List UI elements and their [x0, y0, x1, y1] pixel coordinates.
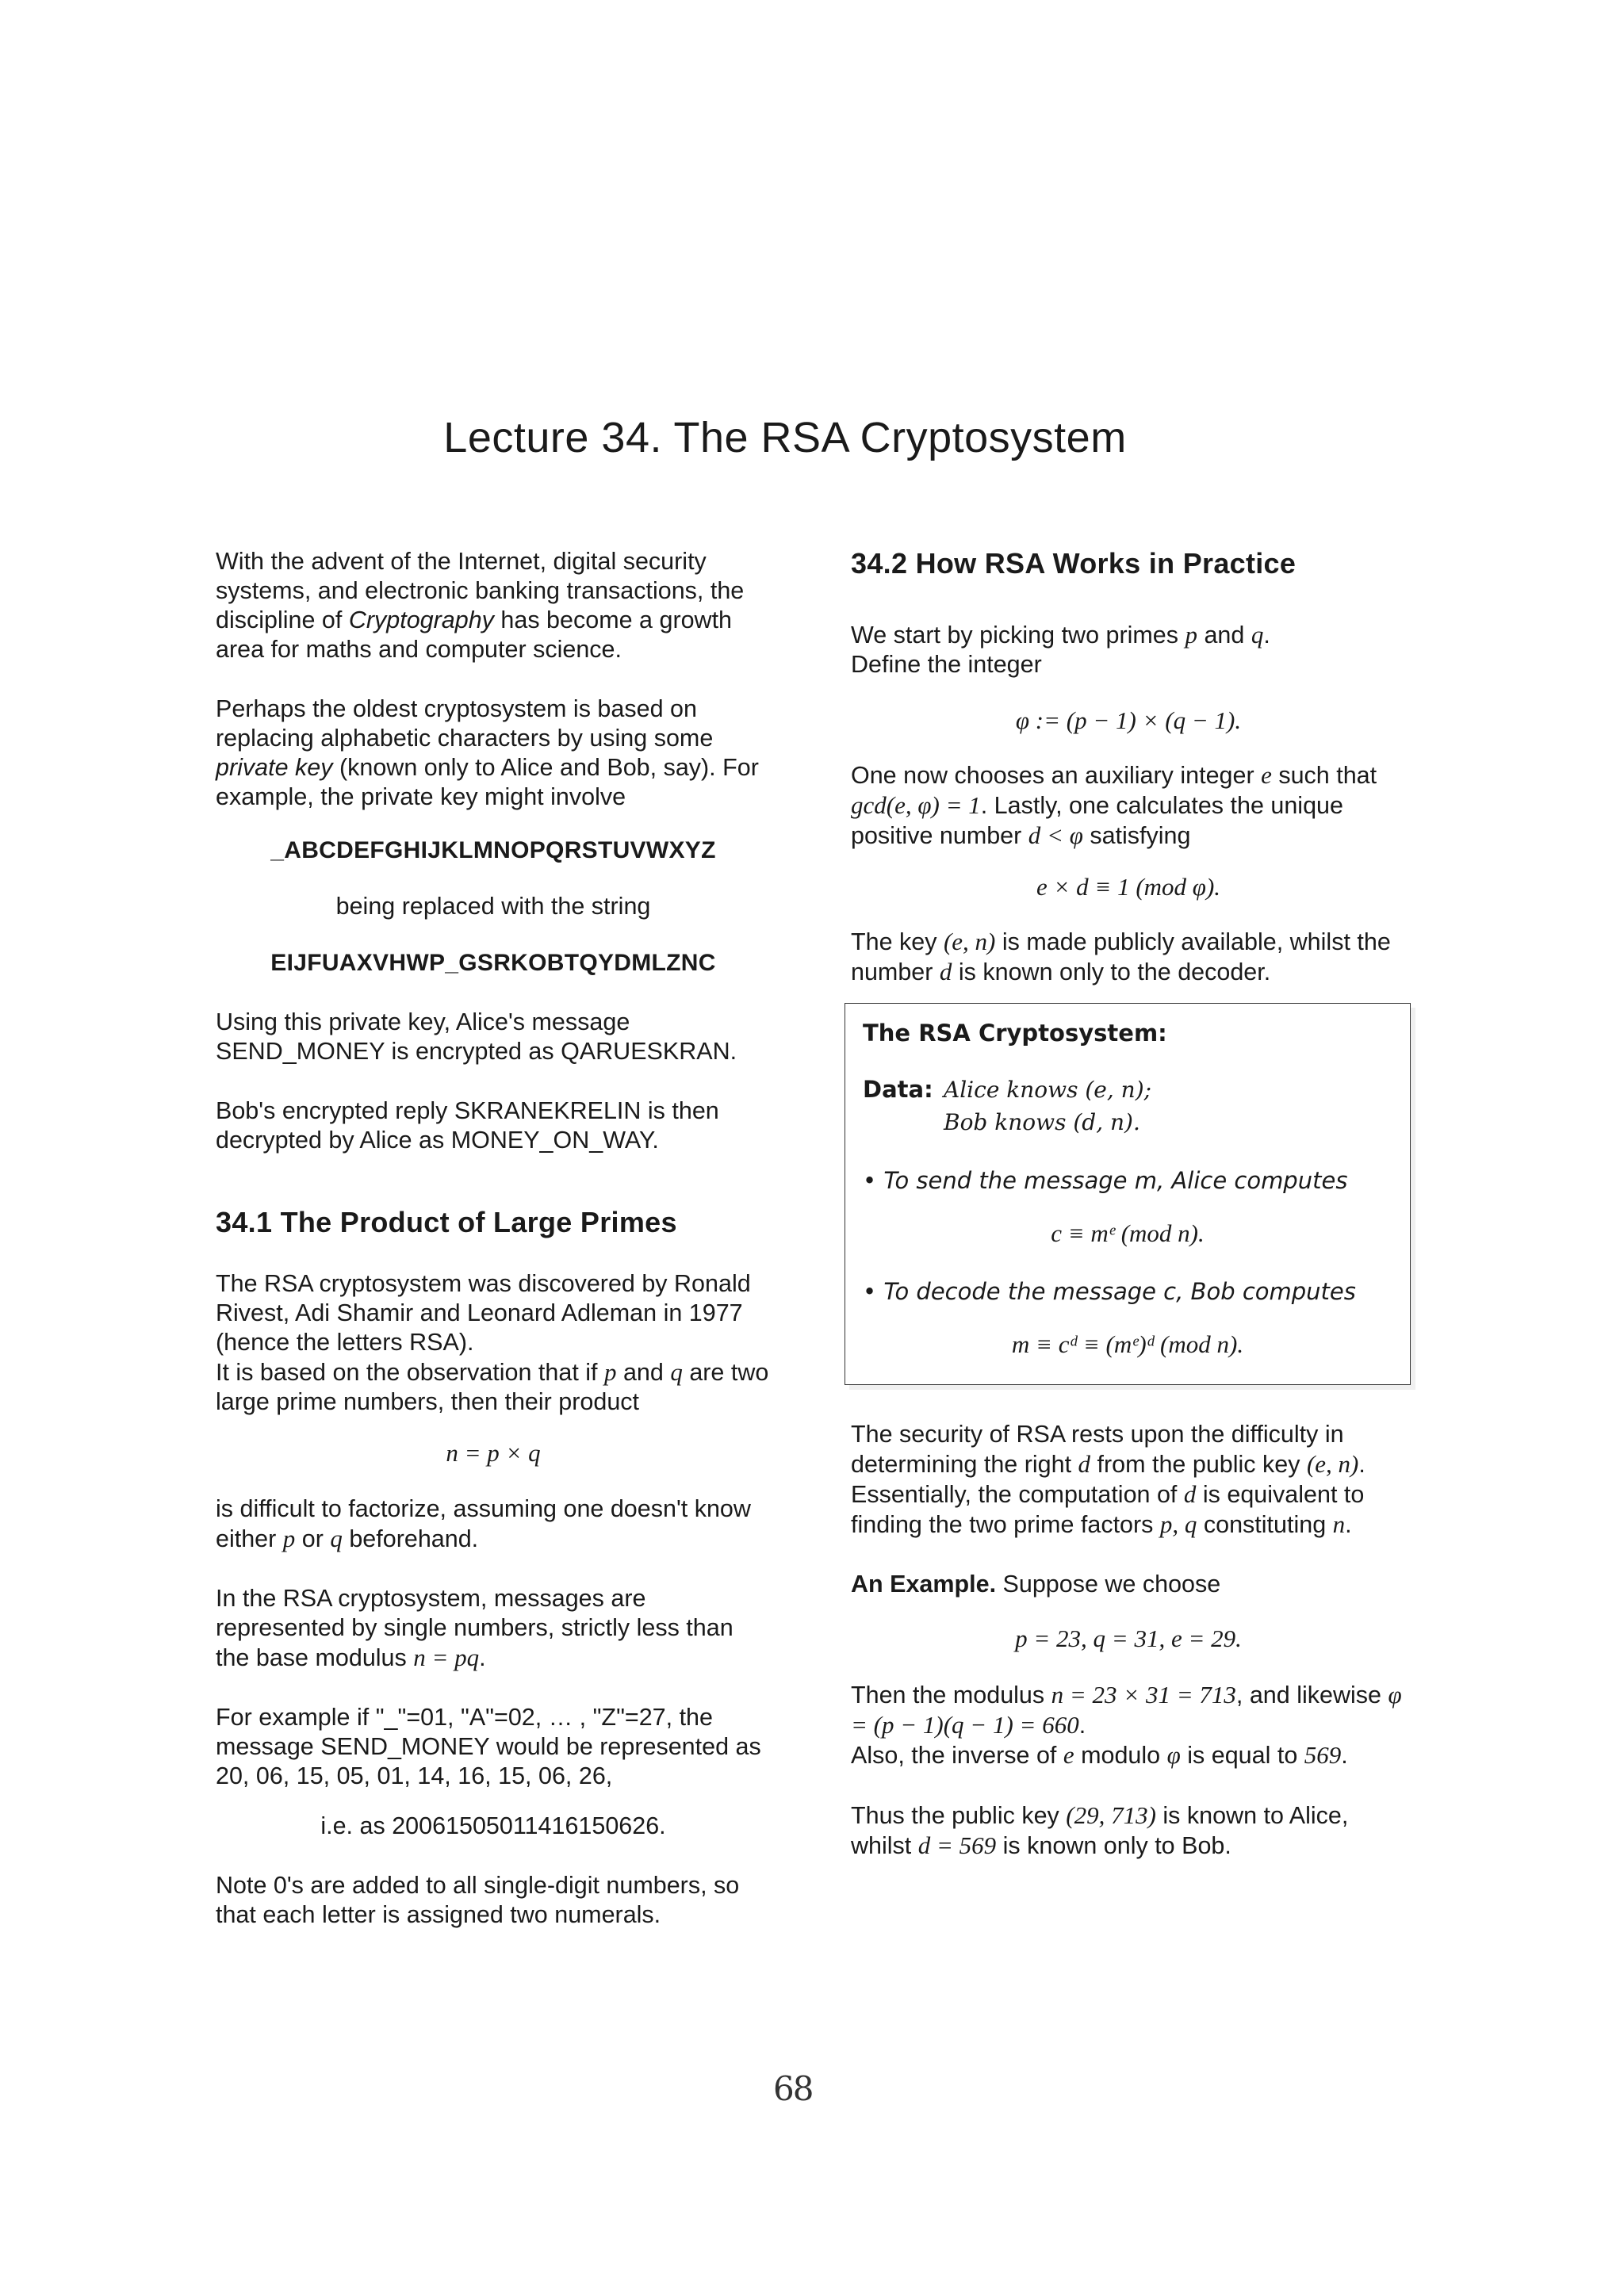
- equation-n: n = p × q: [446, 1439, 541, 1467]
- encoding-example-paragraph: For example if "_"=01, "A"=02, … , "Z"=27, the message SEND_MONEY would be represented as 20, 06, 15, 05, 01, 14, 16, 15, 06, 26,: [216, 1704, 761, 1789]
- public-key-paragraph: The key (e, n) is made publicly available, whilst the number d is known only to the decoder.: [851, 928, 1391, 985]
- equation-phi: φ := (p − 1) × (q − 1).: [1015, 706, 1242, 734]
- intro-paragraph: With the advent of the Internet, digital security systems, and electronic banking transactions, the discipline of Cryptography has become a growth area for maths and computer science.: [216, 548, 745, 663]
- observation-paragraph: It is based on the observation that if p and q are two large prime numbers, then their product: [216, 1358, 769, 1415]
- factorize-paragraph: is difficult to factorize, assuming one doesn't know either p or q beforehand.: [216, 1495, 751, 1552]
- page-title: Lecture 34. The RSA Cryptosystem: [443, 414, 1127, 462]
- alphabet-string: _ABCDEFGHIJKLMNOPQRSTUVWXYZ: [270, 837, 716, 863]
- security-paragraph: The security of RSA rests upon the difficulty in determining the right d from the public key (e, n). Essentially, the computation of d is equivalent to finding the two prime factors p, q constituting n.: [851, 1421, 1365, 1538]
- auxiliary-integer-paragraph: One now chooses an auxiliary integer e such that gcd(e, φ) = 1. Lastly, one calculates the unique positive number d < φ satisfying: [851, 761, 1377, 849]
- define-integer-line: Define the integer: [851, 651, 1042, 678]
- oldest-cryptosystem-paragraph: Perhaps the oldest cryptosystem is based on replacing alphabetic characters by using some private key (known only to Alice and Bob, say). For example, the private key might involve: [216, 695, 759, 810]
- encryption-paragraph: Using this private key, Alice's message SEND_MONEY is encrypted as QARUESKRAN.: [216, 1008, 737, 1065]
- equation-c: c ≡ mᵉ (mod n).: [1051, 1219, 1205, 1247]
- encoded-number: i.e. as 20061505011416150626.: [320, 1812, 666, 1839]
- equation-values: p = 23, q = 31, e = 29.: [1015, 1624, 1242, 1652]
- replaced-text: being replaced with the string: [335, 893, 651, 920]
- modulus-paragraph: Then the modulus n = 23 × 31 = 713, and likewise φ = (p − 1)(q − 1) = 660. Also, the inverse of e modulo φ is equal to 569.: [851, 1681, 1402, 1769]
- section-34-2-heading: 34.2 How RSA Works in Practice: [851, 547, 1297, 580]
- send-bullet: • To send the message m, Alice computes: [863, 1167, 1348, 1194]
- rsa-history-paragraph: The RSA cryptosystem was discovered by Ronald Rivest, Adi Shamir and Leonard Adleman in 1977 (hence the letters RSA).: [216, 1270, 751, 1356]
- messages-paragraph: In the RSA cryptosystem, messages are represented by single numbers, strictly less than the base modulus n = pq.: [216, 1585, 733, 1671]
- example-line: An Example. Suppose we choose: [851, 1571, 1221, 1598]
- final-key-paragraph: Thus the public key (29, 713) is known to Alice, whilst d = 569 is known only to Bob.: [851, 1801, 1349, 1859]
- key-string: EIJFUAXVHWP_GSRKOBTQYDMLZNC: [270, 950, 716, 976]
- page-number: 68: [773, 2069, 813, 2108]
- box-title: The RSA Cryptosystem:: [863, 1020, 1167, 1047]
- section-34-1-heading: 34.1 The Product of Large Primes: [216, 1206, 677, 1238]
- pick-primes-line: We start by picking two primes p and q.: [851, 621, 1270, 649]
- alice-knows: Alice knows (e, n);: [944, 1077, 1152, 1103]
- rsa-cryptosystem-box: [845, 1003, 1411, 1385]
- box-data: [863, 1073, 1392, 1138]
- left-column: [216, 547, 771, 1960]
- equation-ed: e × d ≡ 1 (mod φ).: [1036, 873, 1221, 901]
- note-paragraph: Note 0's are added to all single-digit numbers, so that each letter is assigned two numerals.: [216, 1872, 740, 1928]
- right-column: [851, 547, 1406, 1891]
- equation-m: m ≡ cᵈ ≡ (mᵉ)ᵈ (mod n).: [1011, 1330, 1244, 1358]
- data-label: Data:: [863, 1076, 933, 1103]
- decode-bullet: • To decode the message c, Bob computes: [863, 1278, 1356, 1305]
- bob-knows: Bob knows (d, n).: [944, 1109, 1140, 1135]
- decryption-paragraph: Bob's encrypted reply SKRANEKRELIN is then decrypted by Alice as MONEY_ON_WAY.: [216, 1097, 719, 1154]
